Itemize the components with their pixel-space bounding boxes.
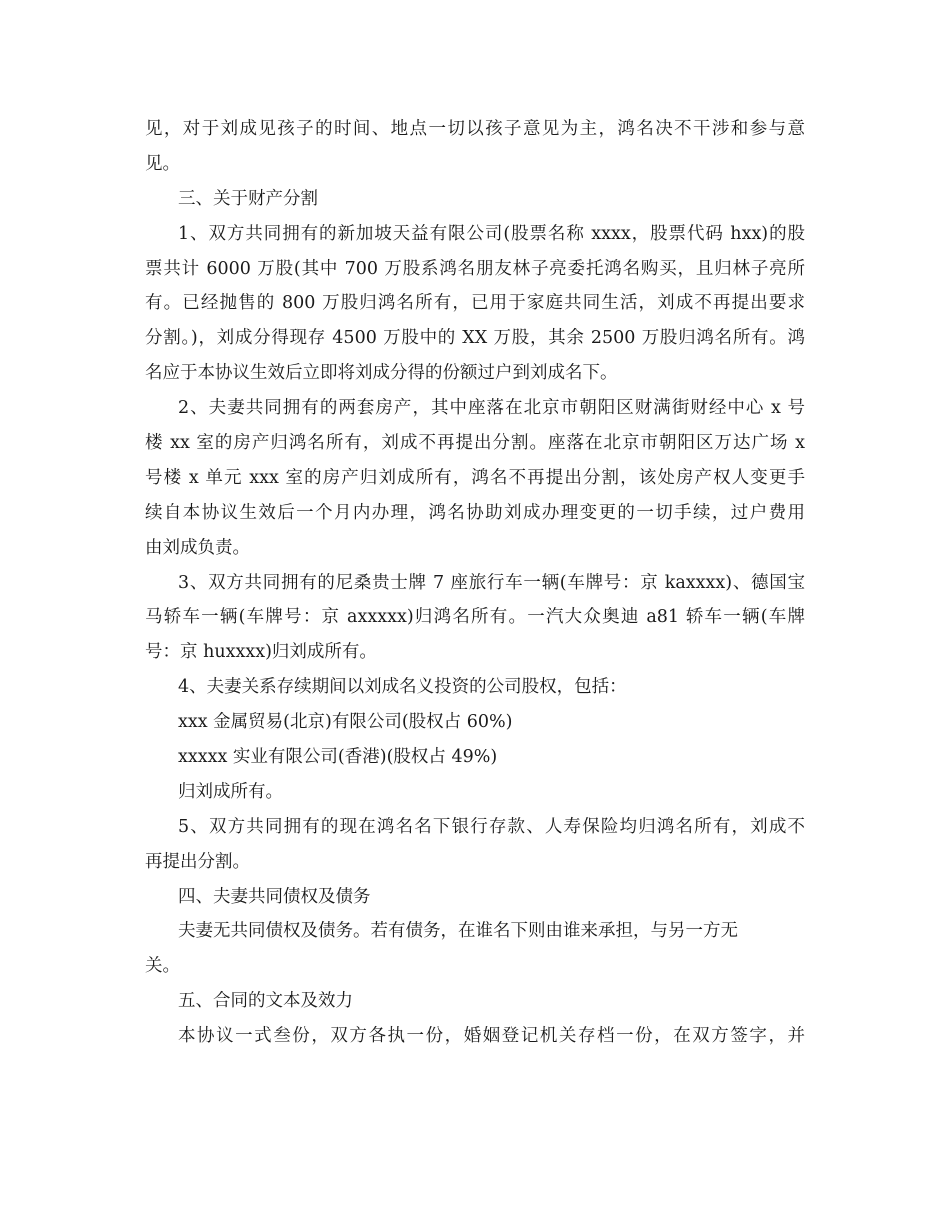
text-line: 有。已经抛售的 800 万股归鸿名所有，已用于家庭共同生活，刘成不再提出要求 xyxy=(145,293,805,314)
text-line: 关。 xyxy=(145,956,180,977)
text-line: 本协议一式叁份，双方各执一份，婚姻登记机关存档一份，在双方签字，并 xyxy=(178,1026,805,1047)
text-line: 由刘成负责。 xyxy=(145,537,250,558)
text-line: 再提出分割。 xyxy=(145,851,250,872)
text-line: 楼 xx 室的房产归鸿名所有，刘成不再提出分割。座落在北京市朝阳区万达广场 x xyxy=(145,433,805,454)
text-line: 五、合同的文本及效力 xyxy=(178,991,353,1012)
text-line: 4、夫妻关系存续期间以刘成名义投资的公司股权，包括： xyxy=(178,677,627,698)
text-line: xxxxx 实业有限公司(香港)(股权占 49%) xyxy=(178,747,498,768)
text-line: 5、双方共同拥有的现在鸿名名下银行存款、人寿保险均归鸿名所有，刘成不 xyxy=(178,816,805,837)
text-line: 续自本协议生效后一个月内办理，鸿名协助刘成办理变更的一切手续，过户费用 xyxy=(145,502,805,523)
text-line: 见。 xyxy=(145,153,180,174)
text-line: 号楼 x 单元 xxx 室的房产归刘成所有，鸿名不再提出分割，该处房产权人变更手 xyxy=(145,467,805,488)
text-line: 号：京 huxxxx)归刘成所有。 xyxy=(145,642,377,663)
text-line: 名应于本协议生效后立即将刘成分得的份额过户到刘成名下。 xyxy=(145,363,618,384)
text-line: 2、夫妻共同拥有的两套房产，其中座落在北京市朝阳区财满街财经中心 x 号 xyxy=(178,398,805,419)
text-line: xxx 金属贸易(北京)有限公司(股权占 60%) xyxy=(178,712,513,733)
text-line: 见，对于刘成见孩子的时间、地点一切以孩子意见为主，鸿名决不干涉和参与意 xyxy=(145,119,805,139)
text-line: 1、双方共同拥有的新加坡天益有限公司(股票名称 xxxx，股票代码 hxx)的股 xyxy=(178,223,805,244)
agreement-body xyxy=(145,112,805,1054)
text-line: 四、夫妻共同债权及债务 xyxy=(178,886,371,907)
text-line: 三、关于财产分割 xyxy=(178,188,318,209)
text-line: 夫妻无共同债权及债务。若有债务，在谁名下则由谁来承担，与另一方无 xyxy=(178,921,738,942)
text-line: 分割。)，刘成分得现存 4500 万股中的 XX 万股，其余 2500 万股归鸿名所有。鸿 xyxy=(145,328,805,349)
text-line: 马轿车一辆(车牌号：京 axxxxx)归鸿名所有。一汽大众奥迪 a81 轿车一辆(车牌 xyxy=(145,607,805,628)
text-line: 3、双方共同拥有的尼桑贵士牌 7 座旅行车一辆(车牌号：京 kaxxxx)、德国宝 xyxy=(178,572,805,593)
text-line: 归刘成所有。 xyxy=(178,781,283,802)
text-line: 票共计 6000 万股(其中 700 万股系鸿名朋友林子亮委托鸿名购买，且归林子亮所 xyxy=(145,258,805,279)
